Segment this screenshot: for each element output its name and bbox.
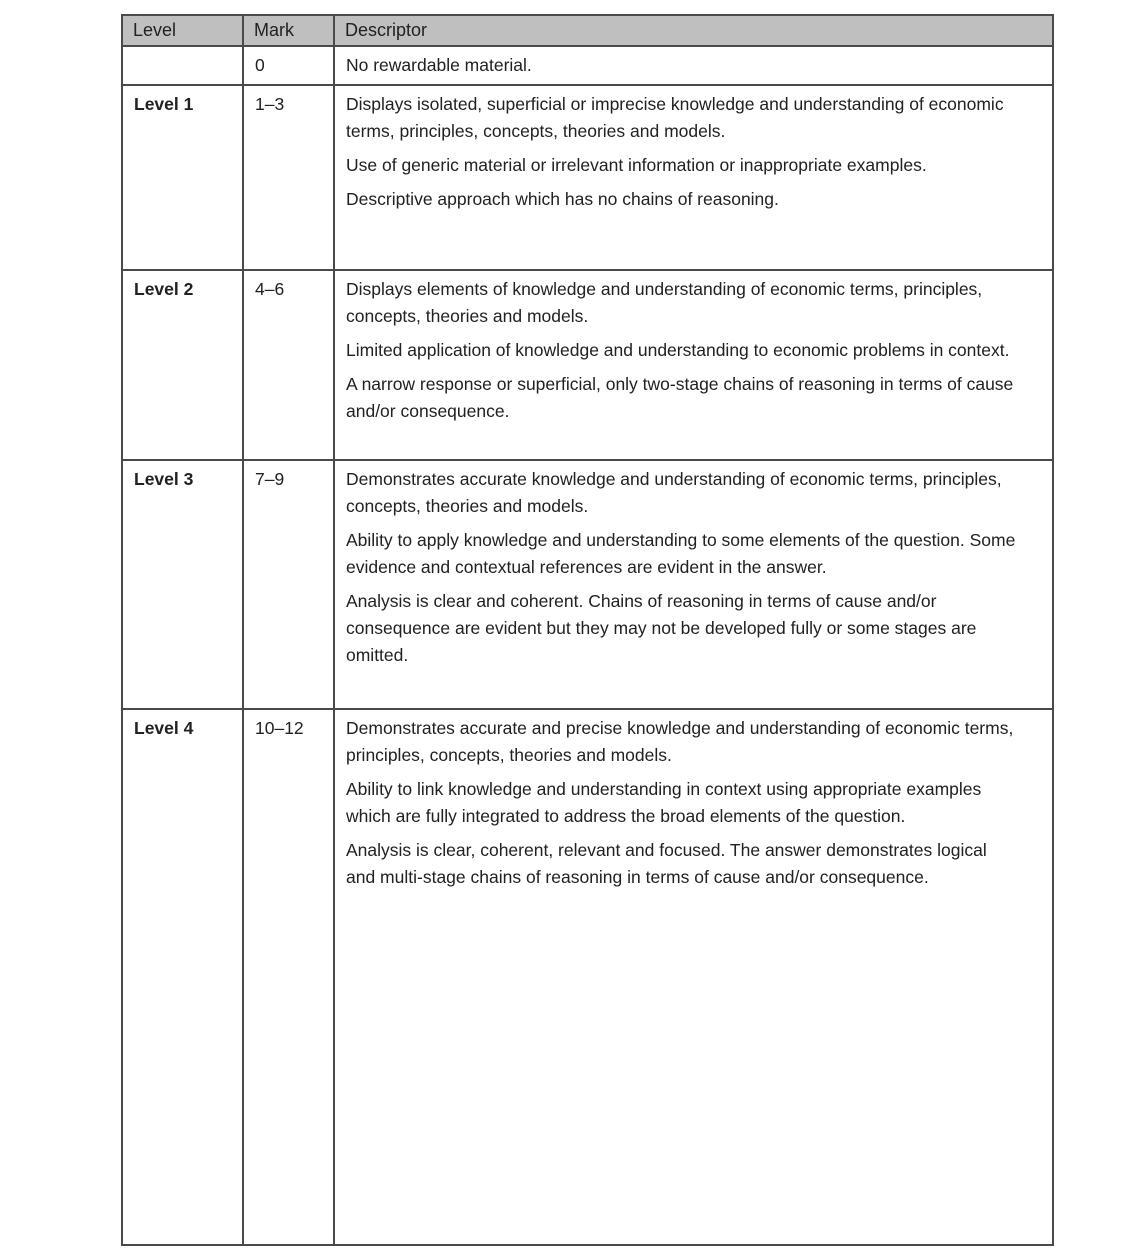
level-cell (122, 46, 243, 85)
descriptor-paragraph: Ability to apply knowledge and understanding to some elements of the question. Some evidence and contextual references are evident in the answer. (346, 530, 1016, 577)
descriptor-paragraph: Limited application of knowledge and understanding to economic problems in context. (346, 340, 1010, 360)
descriptor-cell (334, 46, 1053, 85)
level-cell: Level 4 (122, 709, 243, 1245)
descriptor-paragraph: Use of generic material or irrelevant information or inappropriate examples. (346, 155, 927, 175)
column-header-mark: Mark (243, 15, 334, 46)
mark-scheme-table (121, 14, 1054, 1246)
mark-cell: 0 (243, 46, 334, 85)
level-cell: Level 2 (122, 270, 243, 460)
mark-cell: 4–6 (243, 270, 334, 460)
mark-cell: 10–12 (243, 709, 334, 1245)
descriptor-paragraph: Descriptive approach which has no chains of reasoning. (346, 189, 779, 209)
level-cell: Level 3 (122, 460, 243, 709)
descriptor-paragraph: Demonstrates accurate knowledge and understanding of economic terms, principles, concepts, theories and models. (346, 469, 1002, 516)
descriptor-paragraph: Analysis is clear and coherent. Chains of reasoning in terms of cause and/or consequence are evident but they may not be developed fully or some stages are omitted. (346, 591, 977, 665)
descriptor-cell (334, 270, 1053, 460)
descriptor-paragraph: Displays elements of knowledge and understanding of economic terms, principles, concepts, theories and models. (346, 279, 983, 326)
mark-cell: 1–3 (243, 85, 334, 270)
descriptor-paragraph: Ability to link knowledge and understanding in context using appropriate examples which are fully integrated to address the broad elements of the question. (346, 779, 982, 826)
descriptor-paragraph: Analysis is clear, coherent, relevant and focused. The answer demonstrates logical and multi-stage chains of reasoning in terms of cause and/or consequence. (346, 840, 987, 887)
descriptor-cell (334, 460, 1053, 709)
descriptor-cell (334, 85, 1053, 270)
descriptor-paragraph: No rewardable material. (346, 55, 532, 75)
column-header-descriptor: Descriptor (334, 15, 1053, 46)
column-header-level: Level (122, 15, 243, 46)
table-row-level-1 (122, 85, 1053, 270)
descriptor-cell (334, 709, 1053, 1245)
mark-cell: 7–9 (243, 460, 334, 709)
table-header-row (122, 15, 1053, 46)
table-row-mark-0 (122, 46, 1053, 85)
table-row-level-2 (122, 270, 1053, 460)
descriptor-paragraph: Displays isolated, superficial or imprecise knowledge and understanding of economic terms, principles, concepts, theories and models. (346, 94, 1004, 141)
descriptor-paragraph: A narrow response or superficial, only two-stage chains of reasoning in terms of cause and/or consequence. (346, 374, 1014, 421)
table-row-level-3 (122, 460, 1053, 709)
level-cell: Level 1 (122, 85, 243, 270)
descriptor-paragraph: Demonstrates accurate and precise knowledge and understanding of economic terms, principles, concepts, theories and models. (346, 718, 1014, 765)
table-row-level-4 (122, 709, 1053, 1245)
